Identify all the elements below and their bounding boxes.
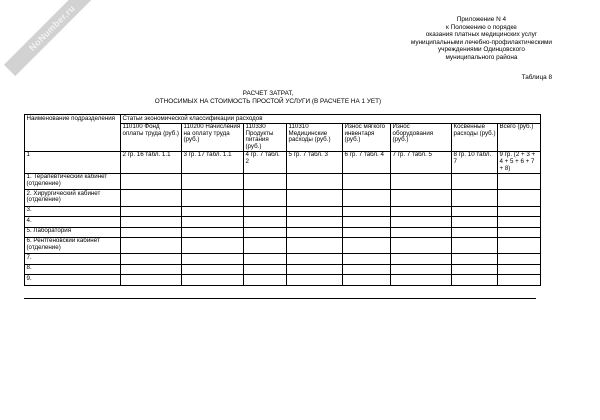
header-line: оказания платных медицинских услуг xyxy=(425,31,538,39)
table-cell xyxy=(287,173,343,190)
table-cell xyxy=(244,227,287,237)
table-cell xyxy=(287,237,343,254)
column-header: Износ мягкого инвентаря (руб.) xyxy=(343,123,391,151)
table-cell xyxy=(182,206,244,216)
column-number-cell: 1 xyxy=(25,151,121,173)
table-cell xyxy=(182,264,244,274)
table-cell xyxy=(182,190,244,207)
table-cell xyxy=(452,173,498,190)
table-cell xyxy=(452,227,498,237)
table-cell xyxy=(452,275,498,285)
table-cell xyxy=(182,254,244,264)
table-cell xyxy=(452,264,498,274)
row-label: 5. Лаборатория xyxy=(25,227,121,237)
column-number-cell: 6 гр. 7 табл. 4 xyxy=(343,151,391,173)
column-header: Износ оборудования (руб.) xyxy=(391,123,452,151)
table-cell xyxy=(498,264,541,274)
column-number-cell: 8 гр. 10 табл. 7 xyxy=(452,151,498,173)
column-header: 110100 Фонд оплаты труда (руб.) xyxy=(121,123,182,151)
table-cell xyxy=(391,275,452,285)
table-cell xyxy=(343,254,391,264)
table-cell xyxy=(182,237,244,254)
row-label: 3. xyxy=(25,206,121,216)
column-header-name: Наименование подразделения xyxy=(25,115,121,152)
table-cell xyxy=(498,173,541,190)
row-label: 4. xyxy=(25,217,121,227)
header-line: к Положению о порядке xyxy=(446,23,517,31)
table-cell xyxy=(343,237,391,254)
column-number-cell: 9 гр. (2 + 3 + 4 + 5 + 6 + 7 + 8) xyxy=(498,151,541,173)
table-cell xyxy=(121,173,182,190)
table-cell xyxy=(182,227,244,237)
table-row xyxy=(25,254,541,264)
header-line: Приложение N 4 xyxy=(456,16,507,23)
row-label: 9. xyxy=(25,275,121,285)
table-cell xyxy=(287,275,343,285)
table-cell xyxy=(343,264,391,274)
table-cell xyxy=(244,173,287,190)
table-cell xyxy=(244,254,287,264)
table-cell xyxy=(498,190,541,207)
appendix-header xyxy=(411,16,552,62)
table-cell xyxy=(498,206,541,216)
row-label: 7. xyxy=(25,254,121,264)
column-header: Косвенные расходы (руб.) xyxy=(452,123,498,151)
table-row xyxy=(25,275,541,285)
column-number-cell: 5 гр. 7 табл. 3 xyxy=(287,151,343,173)
header-line: муниципальными лечебно-профилактическими xyxy=(410,38,552,46)
table-cell xyxy=(287,227,343,237)
table-row xyxy=(25,227,541,237)
table-cell xyxy=(121,237,182,254)
table-cell xyxy=(121,254,182,264)
table-cell xyxy=(498,227,541,237)
column-number-cell: 3 гр. 17 табл. 1.1 xyxy=(182,151,244,173)
table-cell xyxy=(121,227,182,237)
column-header: Всего (руб.) xyxy=(498,123,541,151)
table-cell xyxy=(452,206,498,216)
bottom-separator-line xyxy=(24,298,536,299)
column-header: 110310 Медицинские расходы (руб.) xyxy=(287,123,343,151)
table-cell xyxy=(182,275,244,285)
table-cell xyxy=(182,217,244,227)
table-cell xyxy=(498,237,541,254)
header-line: учреждениями Одинцовского xyxy=(437,46,525,54)
table-row xyxy=(25,217,541,227)
table-cell xyxy=(287,264,343,274)
table-cell xyxy=(391,173,452,190)
table-cell xyxy=(287,190,343,207)
table-cell xyxy=(343,275,391,285)
column-header: 110330 Продукты питания (руб.) xyxy=(244,123,287,151)
table-cell xyxy=(391,237,452,254)
table-row xyxy=(25,237,541,254)
table-cell xyxy=(452,217,498,227)
column-number-cell: 2 гр. 16 табл. 1.1 xyxy=(121,151,182,173)
table-row xyxy=(25,264,541,274)
table-number: Таблица 8 xyxy=(521,74,552,81)
table-cell xyxy=(498,275,541,285)
table-cell xyxy=(452,254,498,264)
table-cell xyxy=(121,217,182,227)
table-cell xyxy=(343,217,391,227)
table-cell xyxy=(391,264,452,274)
header-row-group xyxy=(25,115,541,124)
table-cell xyxy=(498,217,541,227)
table-cell xyxy=(391,254,452,264)
row-label: 8. xyxy=(25,264,121,274)
column-header: 110200 Начисления на оплату труда (руб.) xyxy=(182,123,244,151)
row-label: 2. Хирургический кабинет (отделение) xyxy=(25,190,121,207)
table-cell xyxy=(391,227,452,237)
table-cell xyxy=(121,206,182,216)
table-row xyxy=(25,206,541,216)
table-row xyxy=(25,173,541,190)
row-label: 6. Рентгеновский кабинет (отделение) xyxy=(25,237,121,254)
column-number-cell: 7 гр. 7 табл. 5 xyxy=(391,151,452,173)
header-line: муниципального района xyxy=(445,53,518,61)
table-cell xyxy=(287,254,343,264)
table-cell xyxy=(182,173,244,190)
table-cell xyxy=(244,206,287,216)
table-cell xyxy=(343,173,391,190)
table-cell xyxy=(452,237,498,254)
table-cell xyxy=(121,264,182,274)
table-cell xyxy=(391,190,452,207)
table-cell xyxy=(343,227,391,237)
table-cell xyxy=(244,217,287,227)
table-cell xyxy=(452,190,498,207)
document-title xyxy=(0,90,536,105)
column-number-row xyxy=(25,151,541,173)
title-line-2: ОТНОСИМЫХ НА СТОИМОСТЬ ПРОСТОЙ УСЛУГИ (В РАСЧЕТЕ НА 1 УЕТ) xyxy=(154,97,382,105)
table-cell xyxy=(121,275,182,285)
title-line-1: РАСЧЕТ ЗАТРАТ, xyxy=(242,90,294,97)
column-number-cell: 4 гр. 7 табл. 2 xyxy=(244,151,287,173)
table-cell xyxy=(244,264,287,274)
table-cell xyxy=(244,190,287,207)
table-cell xyxy=(244,275,287,285)
table-cell xyxy=(287,206,343,216)
column-group-header: Статьи экономической классификации расходов xyxy=(121,115,541,124)
table-cell xyxy=(391,217,452,227)
table-cell xyxy=(391,206,452,216)
table-cell xyxy=(343,206,391,216)
table-row xyxy=(25,190,541,207)
table-cell xyxy=(498,254,541,264)
table-cell xyxy=(343,190,391,207)
table-cell xyxy=(121,190,182,207)
cost-table xyxy=(24,114,541,286)
watermark: NoNumber.ru xyxy=(4,0,100,76)
table-cell xyxy=(244,237,287,254)
table-cell xyxy=(287,217,343,227)
row-label: 1. Терапевтический кабинет (отделение) xyxy=(25,173,121,190)
